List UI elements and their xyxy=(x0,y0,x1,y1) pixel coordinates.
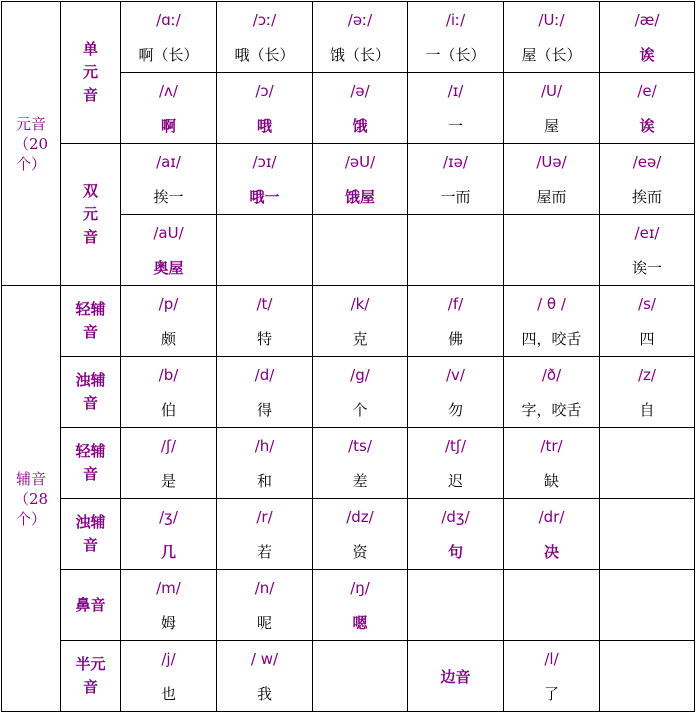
lateral-label: 边音 xyxy=(440,667,471,686)
phoneme-cell xyxy=(600,2,695,73)
empty-cell xyxy=(600,499,695,570)
phoneme-cell xyxy=(217,428,313,499)
phoneme-pair xyxy=(408,499,503,569)
phoneme-pair xyxy=(313,499,407,569)
empty-cell xyxy=(313,215,408,286)
phoneme-hint: 个 xyxy=(352,401,368,419)
phoneme-symbol: /ʌ/ xyxy=(159,81,178,100)
phoneme-pair xyxy=(217,641,312,711)
subcategory-voiceless_1 xyxy=(61,286,121,357)
phoneme-cell xyxy=(600,286,695,357)
subcategory-diphthongs xyxy=(61,144,121,286)
subcategory-nasals xyxy=(61,570,121,641)
phoneme-pair xyxy=(217,428,312,498)
phoneme-pair xyxy=(504,641,599,711)
phoneme-pair xyxy=(217,144,312,214)
subcategory-voiced_1 xyxy=(61,357,121,428)
subcategory-label: 音 xyxy=(82,86,98,104)
phoneme-hint: 诶 xyxy=(639,46,655,64)
subcategory-label: 轻辅 xyxy=(75,300,106,318)
category-label: （20 xyxy=(13,134,49,153)
subcategory-label: 浊辅 xyxy=(75,371,106,389)
phoneme-hint: 屋 xyxy=(543,117,559,135)
phoneme-hint: 伯 xyxy=(160,401,176,419)
phoneme-symbol: /h/ xyxy=(254,436,275,455)
phoneme-cell xyxy=(600,73,695,144)
phoneme-hint: 啊 xyxy=(160,117,176,135)
phoneme-cell xyxy=(121,641,217,712)
empty-cell xyxy=(504,215,600,286)
phoneme-hint: 屋（长） xyxy=(521,46,582,64)
phoneme-pair xyxy=(313,73,407,143)
phoneme-hint: 得 xyxy=(256,401,272,419)
phoneme-cell xyxy=(313,428,408,499)
phoneme-pair xyxy=(504,144,599,214)
category-label: 辅音 xyxy=(15,469,46,488)
phoneme-cell xyxy=(217,641,313,712)
phoneme-pair xyxy=(217,73,312,143)
phoneme-pair xyxy=(600,357,694,427)
phoneme-symbol: /Uə/ xyxy=(536,152,567,171)
phoneme-hint: 一（长） xyxy=(425,46,486,64)
phoneme-pair xyxy=(504,499,599,569)
empty-cell xyxy=(313,641,408,712)
phoneme-symbol: /ɔː/ xyxy=(252,10,277,29)
phoneme-symbol: /g/ xyxy=(350,365,370,384)
category-consonants xyxy=(2,286,61,712)
phoneme-pair xyxy=(121,428,216,498)
phoneme-symbol: /eə/ xyxy=(632,152,662,171)
phoneme-cell xyxy=(504,357,600,428)
phoneme-cell xyxy=(217,2,313,73)
phoneme-pair xyxy=(121,499,216,569)
phoneme-cell xyxy=(504,286,600,357)
phoneme-hint: 自 xyxy=(639,401,655,419)
category-vowels xyxy=(2,2,61,286)
phoneme-pair xyxy=(121,570,216,640)
phoneme-symbol: /æ/ xyxy=(634,10,660,29)
phoneme-symbol: /eɪ/ xyxy=(634,223,660,242)
subcategory-label: 音 xyxy=(82,228,98,246)
empty-cell xyxy=(600,570,695,641)
phoneme-hint: 饿（长） xyxy=(329,46,390,64)
subcategory-label: 鼻音 xyxy=(75,595,106,614)
subcategory-semivowels xyxy=(61,641,121,712)
phoneme-pair xyxy=(217,2,312,72)
phoneme-symbol: /p/ xyxy=(158,294,179,313)
phoneme-hint: 饿 xyxy=(352,117,368,135)
phoneme-cell xyxy=(408,357,504,428)
phoneme-pair xyxy=(408,2,503,72)
phoneme-hint: 勿 xyxy=(447,401,463,419)
phoneme-hint: 屋而 xyxy=(536,188,567,206)
phoneme-hint: 特 xyxy=(256,330,272,348)
phoneme-hint: 嗯 xyxy=(352,614,368,632)
phoneme-cell xyxy=(313,144,408,215)
category-label: 个） xyxy=(15,154,46,173)
phoneme-symbol: /ts/ xyxy=(348,436,372,455)
phoneme-pair xyxy=(408,286,503,356)
phoneme-symbol: /j/ xyxy=(161,649,176,668)
phoneme-pair xyxy=(600,73,694,143)
phoneme-hint: 了 xyxy=(543,685,559,703)
empty-cell xyxy=(600,428,695,499)
subcategory-label: 单 xyxy=(82,40,98,58)
phoneme-cell xyxy=(217,73,313,144)
phoneme-hint: 四，咬舌 xyxy=(521,330,582,348)
table-row xyxy=(2,2,695,73)
phoneme-cell xyxy=(121,2,217,73)
subcategory-label: 浊辅 xyxy=(75,513,106,531)
phoneme-hint: 诶一 xyxy=(631,259,662,277)
subcategory-voiceless_2 xyxy=(61,428,121,499)
phoneme-symbol: /e/ xyxy=(637,81,657,100)
table-row xyxy=(2,286,695,357)
phoneme-hint: 缺 xyxy=(543,472,559,490)
subcategory-label: 双 xyxy=(82,182,98,200)
phoneme-pair xyxy=(217,357,312,427)
phoneme-symbol: /dʒ/ xyxy=(441,507,470,526)
phoneme-cell xyxy=(408,73,504,144)
phoneme-pair xyxy=(313,570,407,640)
phoneme-symbol: /l/ xyxy=(544,649,559,668)
phoneme-pair xyxy=(504,428,599,498)
subcategory-voiced_2 xyxy=(61,499,121,570)
subcategory-label: 轻辅 xyxy=(75,442,106,460)
phoneme-pair xyxy=(600,144,694,214)
phoneme-symbol: /ɪə/ xyxy=(443,152,468,171)
phoneme-hint: 字，咬舌 xyxy=(521,401,582,419)
table-row xyxy=(2,499,695,570)
phoneme-hint: 克 xyxy=(352,330,368,348)
phoneme-symbol: /aU/ xyxy=(153,223,184,242)
phoneme-symbol: / θ / xyxy=(537,294,566,313)
phoneme-symbol: /ʒ/ xyxy=(159,507,178,526)
phoneme-symbol: /U/ xyxy=(540,81,563,100)
phoneme-hint: 决 xyxy=(543,543,559,561)
empty-cell xyxy=(408,215,504,286)
phoneme-symbol: /əː/ xyxy=(347,10,373,29)
empty-cell xyxy=(504,570,600,641)
phoneme-pair xyxy=(217,286,312,356)
phoneme-cell xyxy=(504,428,600,499)
phoneme-cell xyxy=(504,641,600,712)
phoneme-hint: 诶 xyxy=(639,117,655,135)
phoneme-pair xyxy=(408,73,503,143)
phoneme-pair xyxy=(313,428,407,498)
phoneme-cell xyxy=(504,2,600,73)
phoneme-pair xyxy=(504,357,599,427)
phoneme-pair xyxy=(313,357,407,427)
table-row xyxy=(2,357,695,428)
phoneme-hint: 挨一 xyxy=(153,188,184,206)
phoneme-pair xyxy=(217,570,312,640)
phoneme-hint: 和 xyxy=(256,472,272,490)
empty-cell xyxy=(408,570,504,641)
phoneme-symbol: /s/ xyxy=(638,294,656,313)
phoneme-pair xyxy=(121,215,216,285)
phoneme-cell xyxy=(313,499,408,570)
phoneme-cell xyxy=(121,428,217,499)
phoneme-pair xyxy=(504,73,599,143)
subcategory-label: 半元 xyxy=(75,655,106,673)
phoneme-pair xyxy=(121,2,216,72)
subcategory-label: 音 xyxy=(82,678,98,696)
table-row xyxy=(2,641,695,712)
table-row xyxy=(2,570,695,641)
phoneme-pair xyxy=(121,357,216,427)
phoneme-symbol: /dz/ xyxy=(346,507,374,526)
phoneme-symbol: /tʃ/ xyxy=(444,436,467,455)
category-label: （28 xyxy=(13,489,49,508)
phoneme-symbol: /iː/ xyxy=(445,10,466,29)
phoneme-pair xyxy=(408,428,503,498)
phoneme-hint: 哦 xyxy=(256,117,272,135)
phoneme-cell xyxy=(504,499,600,570)
phoneme-hint: 一而 xyxy=(440,188,471,206)
phoneme-cell xyxy=(217,570,313,641)
phoneme-symbol: /v/ xyxy=(446,365,465,384)
phoneme-hint: 哦（长） xyxy=(234,46,295,64)
subcategory-label: 元 xyxy=(82,205,98,223)
phonetic-table xyxy=(1,1,695,712)
phoneme-pair xyxy=(313,2,407,72)
phoneme-pair xyxy=(217,499,312,569)
phoneme-hint: 迟 xyxy=(447,472,463,490)
phoneme-hint: 句 xyxy=(447,543,463,561)
phoneme-cell xyxy=(313,357,408,428)
phoneme-symbol: /tr/ xyxy=(540,436,563,455)
phoneme-pair xyxy=(408,357,503,427)
phoneme-cell xyxy=(313,570,408,641)
phoneme-cell xyxy=(121,215,217,286)
phoneme-symbol: /b/ xyxy=(158,365,179,384)
phoneme-symbol: /ʃ/ xyxy=(160,436,177,455)
subcategory-label: 音 xyxy=(82,323,98,341)
phoneme-symbol: /ɪ/ xyxy=(447,81,464,100)
phoneme-hint: 挨而 xyxy=(631,188,662,206)
phoneme-symbol: /ə/ xyxy=(350,81,370,100)
phoneme-symbol: /ɑː/ xyxy=(156,10,181,29)
phoneme-symbol: /əU/ xyxy=(344,152,376,171)
phoneme-symbol: /r/ xyxy=(256,507,273,526)
phoneme-hint: 佛 xyxy=(447,330,463,348)
phoneme-hint: 一 xyxy=(447,117,463,135)
category-label: 元音 xyxy=(15,114,46,133)
phoneme-symbol: /f/ xyxy=(447,294,464,313)
table-row xyxy=(2,144,695,215)
phoneme-symbol: /aɪ/ xyxy=(156,152,181,171)
phoneme-pair xyxy=(121,73,216,143)
phoneme-pair xyxy=(121,144,216,214)
phoneme-hint: 饿屋 xyxy=(344,188,375,206)
phoneme-cell xyxy=(504,73,600,144)
phoneme-hint: 若 xyxy=(256,543,272,561)
subcategory-monophthongs xyxy=(61,2,121,144)
phoneme-cell xyxy=(408,286,504,357)
phoneme-pair xyxy=(121,286,216,356)
phoneme-symbol: /Uː/ xyxy=(538,10,565,29)
phoneme-symbol: /m/ xyxy=(156,578,181,597)
subcategory-label: 音 xyxy=(82,465,98,483)
subcategory-label: 音 xyxy=(82,394,98,412)
phoneme-hint: 四 xyxy=(639,330,655,348)
phoneme-symbol: /ŋ/ xyxy=(350,578,370,597)
phoneme-symbol: /z/ xyxy=(638,365,656,384)
phoneme-cell xyxy=(217,499,313,570)
phoneme-cell xyxy=(600,357,695,428)
empty-cell xyxy=(600,641,695,712)
phoneme-pair xyxy=(313,144,407,214)
phoneme-hint: 啊（长） xyxy=(138,46,199,64)
phoneme-symbol: /t/ xyxy=(256,294,273,313)
phoneme-cell xyxy=(408,428,504,499)
phoneme-cell xyxy=(313,286,408,357)
phoneme-cell xyxy=(217,144,313,215)
phoneme-symbol: / w/ xyxy=(250,649,279,668)
phoneme-cell xyxy=(121,73,217,144)
phoneme-cell xyxy=(600,215,695,286)
phoneme-symbol: /n/ xyxy=(254,578,275,597)
phoneme-cell xyxy=(600,144,695,215)
phoneme-hint: 呢 xyxy=(256,614,272,632)
phoneme-cell xyxy=(313,73,408,144)
phoneme-hint: 差 xyxy=(352,472,368,490)
phoneme-cell xyxy=(504,144,600,215)
phoneme-cell xyxy=(217,357,313,428)
phoneme-hint: 姆 xyxy=(160,614,176,632)
table-row xyxy=(2,428,695,499)
phoneme-hint: 资 xyxy=(352,543,368,561)
phoneme-pair xyxy=(121,641,216,711)
phoneme-cell xyxy=(121,357,217,428)
phoneme-cell xyxy=(313,2,408,73)
phoneme-cell xyxy=(408,2,504,73)
phoneme-hint: 哦一 xyxy=(249,188,280,206)
phoneme-pair xyxy=(504,286,599,356)
phoneme-cell xyxy=(121,570,217,641)
category-label: 个） xyxy=(15,509,46,528)
phoneme-hint: 我 xyxy=(256,685,272,703)
phoneme-symbol: /ɔ/ xyxy=(255,81,274,100)
phoneme-symbol: /d/ xyxy=(254,365,275,384)
subcategory-label: 元 xyxy=(82,63,98,81)
subcategory-label: 音 xyxy=(82,536,98,554)
phoneme-pair xyxy=(313,286,407,356)
phoneme-symbol: /ɔɪ/ xyxy=(252,152,277,171)
phoneme-pair xyxy=(600,2,694,72)
phoneme-pair xyxy=(408,144,503,214)
empty-cell xyxy=(217,215,313,286)
phoneme-hint: 几 xyxy=(160,543,176,561)
phoneme-symbol: /k/ xyxy=(350,294,370,313)
phoneme-cell xyxy=(408,144,504,215)
phoneme-hint: 颇 xyxy=(160,330,176,348)
phoneme-pair xyxy=(600,215,694,285)
phoneme-cell xyxy=(121,144,217,215)
phoneme-hint: 也 xyxy=(160,685,176,703)
phoneme-symbol: /dr/ xyxy=(538,507,565,526)
phoneme-cell xyxy=(408,499,504,570)
phoneme-cell xyxy=(121,499,217,570)
phoneme-hint: 奥屋 xyxy=(153,259,184,277)
phoneme-hint: 是 xyxy=(160,472,176,490)
phoneme-cell xyxy=(217,286,313,357)
phoneme-pair xyxy=(600,286,694,356)
phoneme-symbol: /ð/ xyxy=(541,365,562,384)
phoneme-pair xyxy=(504,2,599,72)
lateral-label-cell xyxy=(408,641,504,712)
phoneme-cell xyxy=(121,286,217,357)
